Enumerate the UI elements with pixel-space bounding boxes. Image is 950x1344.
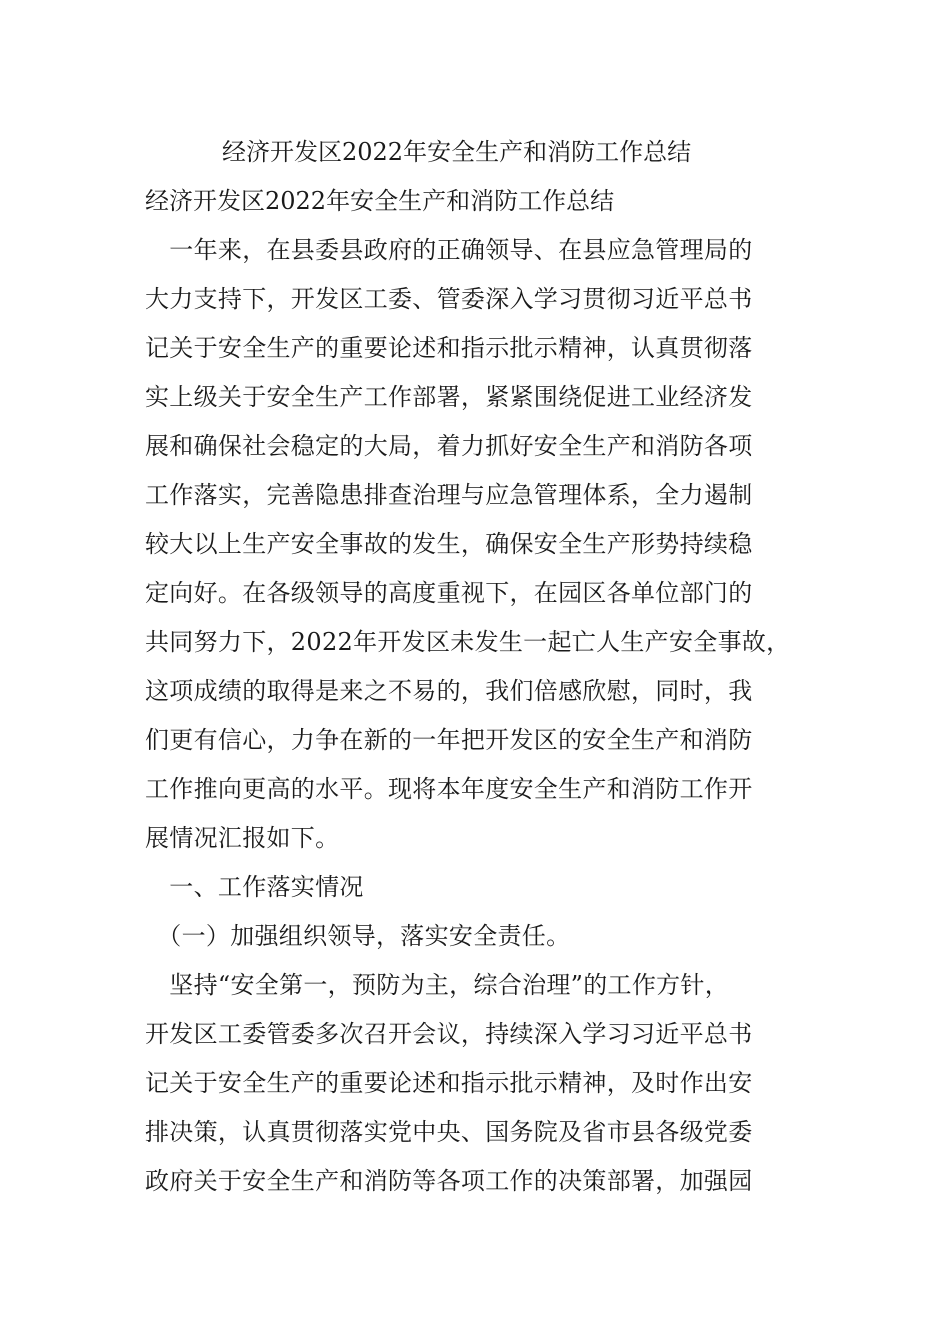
document-body: [145, 226, 815, 1206]
body-line: 记关于安全生产的重要论述和指示批示精神，及时作出安: [145, 1069, 753, 1097]
body-line: 工作推向更高的水平。现将本年度安全生产和消防工作开: [145, 775, 753, 803]
body-line: 展和确保社会稳定的大局，着力抓好安全生产和消防各项: [145, 432, 753, 460]
body-line: 们更有信心，力争在新的一年把开发区的安全生产和消防: [145, 726, 753, 754]
body-line: 较大以上生产安全事故的发生，确保安全生产形势持续稳: [145, 530, 753, 558]
body-line: 一年来，在县委县政府的正确领导、在县应急管理局的: [145, 236, 753, 264]
body-line: （一）加强组织领导，落实安全责任。: [145, 922, 571, 950]
body-line: 记关于安全生产的重要论述和指示批示精神，认真贯彻落: [145, 334, 753, 362]
body-line: 坚持“安全第一，预防为主，综合治理”的工作方针，: [145, 971, 730, 999]
body-line: 实上级关于安全生产工作部署，紧紧围绕促进工业经济发: [145, 383, 753, 411]
body-line: 一、工作落实情况: [145, 873, 364, 901]
body-line: 展情况汇报如下。: [145, 824, 340, 852]
body-line: 大力支持下，开发区工委、管委深入学习贯彻习近平总书: [145, 285, 753, 313]
body-line: 这项成绩的取得是来之不易的，我们倍感欣慰，同时，我: [145, 677, 753, 705]
document-subtitle: 经济开发区2022年安全生产和消防工作总结: [145, 187, 615, 215]
body-line: 政府关于安全生产和消防等各项工作的决策部署，加强园: [145, 1167, 753, 1195]
body-line: 定向好。在各级领导的高度重视下，在园区各单位部门的: [145, 579, 753, 607]
body-line: 排决策，认真贯彻落实党中央、国务院及省市县各级党委: [145, 1118, 753, 1146]
body-line: 开发区工委管委多次召开会议，持续深入学习习近平总书: [145, 1020, 753, 1048]
document-title: 经济开发区2022年安全生产和消防工作总结: [222, 138, 692, 166]
body-line: 工作落实，完善隐患排查治理与应急管理体系，全力遏制: [145, 481, 753, 509]
body-line: 共同努力下，2022年开发区未发生一起亡人生产安全事故，: [145, 628, 791, 656]
